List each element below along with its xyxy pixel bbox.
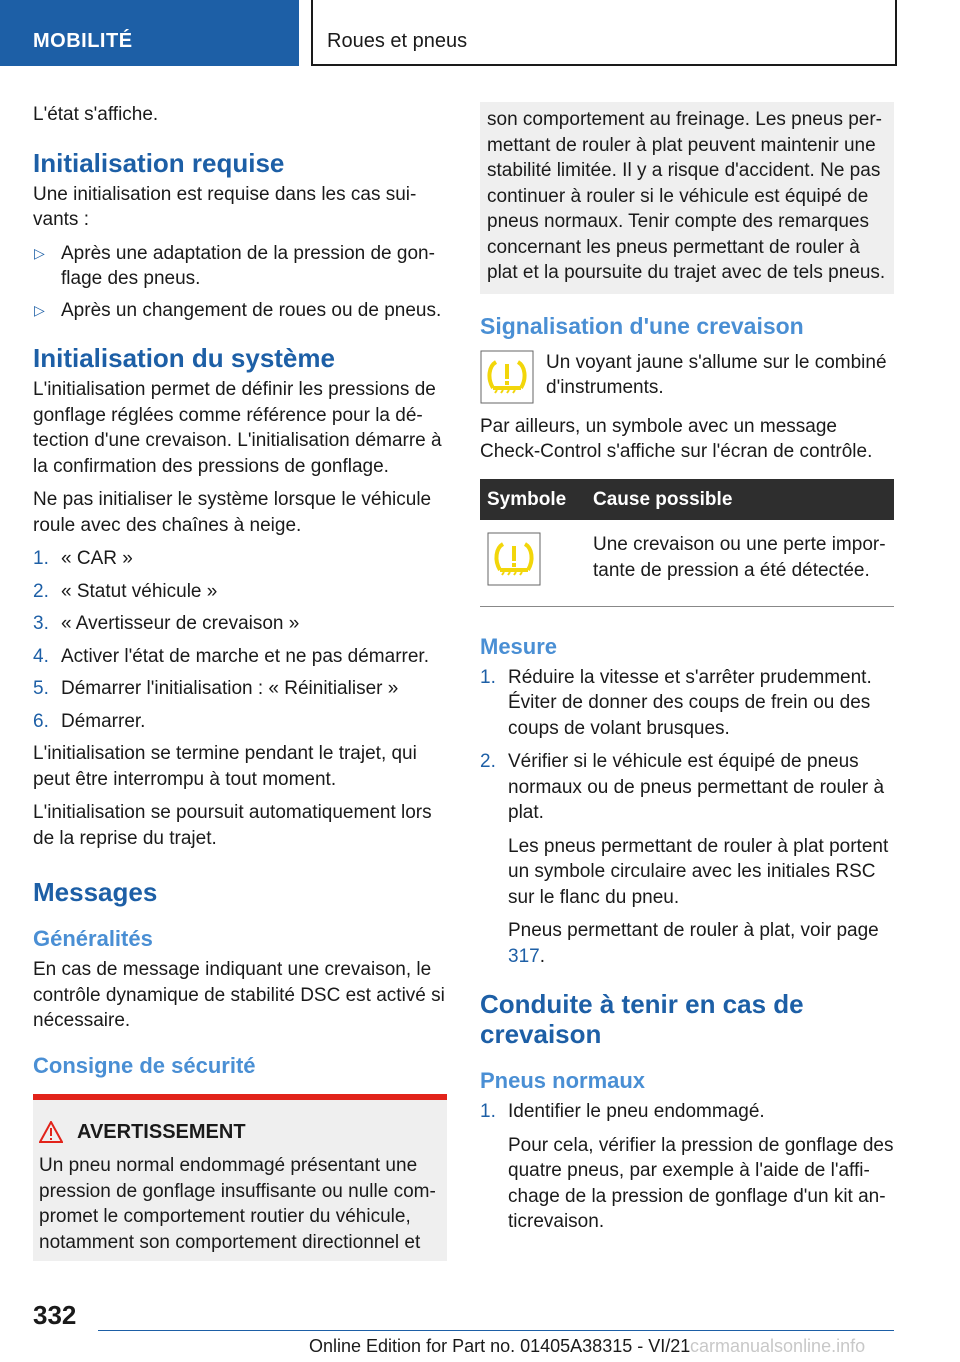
general-text: En cas de message indiquant une crevaison, le contrôle dynamique de stabilité DSC est activé si nécessaire. [33, 959, 445, 1031]
step-item: 2. « Statut véhicule » [33, 580, 218, 602]
init-system-p4: L'initialisation se poursuit automatiquement lors de la reprise du trajet. [33, 802, 432, 849]
warning-continuation [480, 102, 894, 294]
init-steps [33, 546, 447, 734]
step-item: 6. Démarrer. [33, 710, 146, 732]
heading-init-required: Initialisation requise [33, 147, 285, 178]
step-item: 1. Identifier le pneu endommagé. Pour cela, vérifier la pression de gonflage des quatre pneus, par exemple à l'aide de l'affi-chage de la pression de gonflage d'un kit an-ticrevaison. [480, 1101, 894, 1232]
heading-general: Généralités [33, 926, 153, 951]
left-column [33, 102, 447, 1261]
init-system-p3: L'initialisation se termine pendant le trajet, qui peut être interrompu à tout moment. [33, 743, 417, 790]
section-title: MOBILITÉ [33, 30, 133, 52]
warning-triangle-icon [39, 1121, 63, 1143]
warning-header [39, 1120, 441, 1146]
list-item: ▷ Après une adaptation de la pression de gon-flage des pneus. [34, 242, 435, 289]
init-required-text: Une initialisation est requise dans les cas sui-vants : [33, 183, 417, 230]
tire-pressure-warning-icon [480, 350, 534, 404]
intro-text: L'état s'affiche. [33, 104, 159, 125]
heading-mesure: Mesure [480, 633, 558, 659]
footer-edition: Online Edition for Part no. 01405A38315 - VI/21 [309, 1336, 691, 1356]
table-cell-cause: Une crevaison ou une perte impor-tante de pression a été détectée. [586, 520, 894, 606]
warning-cont-text: son comportement au freinage. Les pneus per-mettant de rouler à plat peuvent maintenir une stabilité limitée. Il y a risque d'accident. Ne pas continuer à rouler si le véhicule est équipé de pneus normaux. Tenir compte des remarques concernant les pneus permettant de rouler à plat et la poursuite du trajet avec de tels pneus. [487, 109, 886, 283]
mesure-steps [480, 665, 894, 970]
warning-text: Un pneu normal endommagé présentant une pression de gonflage insuffisante ou nulle com-promet le comportement routier du véhicule, notamment son comportement directionnel et [39, 1155, 436, 1253]
init-system-p1: L'initialisation permet de définir les pressions de gonflage réglées comme référence pour la dé-tection d'une crevaison. L'initialisation démarre à la confirmation des pressions de gonflage. [33, 379, 442, 477]
triangle-bullet-icon: ▷ [34, 244, 45, 261]
chapter-tab [311, 0, 897, 66]
heading-signal: Signalisation d'une crevaison [480, 312, 804, 339]
heading-pneus-normaux: Pneus normaux [480, 1068, 646, 1093]
signal-icon-text: Un voyant jaune s'allume sur le combiné d'instruments. [546, 351, 887, 398]
signal-text: Par ailleurs, un symbole avec un message Check-Control s'affiche sur l'écran de contrôle. [480, 415, 873, 462]
tire-pressure-warning-icon [487, 532, 541, 586]
step-item: 4. Activer l'état de marche et ne pas démarrer. [33, 645, 429, 667]
conduite-steps [480, 1099, 894, 1235]
init-required-list [33, 241, 447, 324]
init-system-p2: Ne pas initialiser le système lorsque le véhicule roule avec des chaînes à neige. [33, 489, 432, 536]
page-number: 332 [33, 1300, 77, 1330]
triangle-bullet-icon: ▷ [34, 301, 45, 318]
heading-safety: Consigne de sécurité [33, 1052, 256, 1078]
section-tab [0, 0, 299, 66]
chapter-title: Roues et pneus [327, 30, 468, 52]
step-item: 2. Vérifier si le véhicule est équipé de pneus normaux ou de pneus permettant de rouler à plat. Les pneus permettant de rouler à plat portent un symbole circulaire avec les initiales RSC sur le flanc du pneu. Pneus permettant de rouler à plat, voir page 317. [480, 751, 889, 967]
heading-conduite: Conduite à tenir en cas de crevaison [480, 989, 804, 1049]
step-item: 3. « Avertisseur de crevaison » [33, 613, 300, 634]
list-item: ▷ Après un changement de roues ou de pneus. [33, 298, 447, 324]
warning-box [33, 1094, 447, 1262]
table-cell-symbol [480, 520, 586, 606]
table-header-symbol: Symbole [480, 479, 586, 521]
step-item: 5. Démarrer l'initialisation : « Réinitialiser » [33, 678, 399, 699]
watermark: carmanualsonline.info [690, 1336, 866, 1356]
table-row [480, 520, 894, 606]
step-item: 1. Réduire la vitesse et s'arrêter prudemment. Éviter de donner des coups de frein ou des coups de volant brusques. [480, 666, 872, 739]
page-link[interactable]: 317 [508, 945, 540, 967]
footer-divider [98, 1330, 894, 1331]
warning-label: AVERTISSEMENT [77, 1120, 246, 1143]
table-header-cause: Cause possible [586, 479, 894, 521]
signal-icon-row [480, 350, 894, 404]
heading-messages: Messages [33, 877, 158, 907]
symbol-table [480, 479, 894, 607]
right-column [480, 102, 894, 1243]
step-item: 1. « CAR » [33, 548, 133, 569]
heading-init-system: Initialisation du système [33, 343, 335, 373]
